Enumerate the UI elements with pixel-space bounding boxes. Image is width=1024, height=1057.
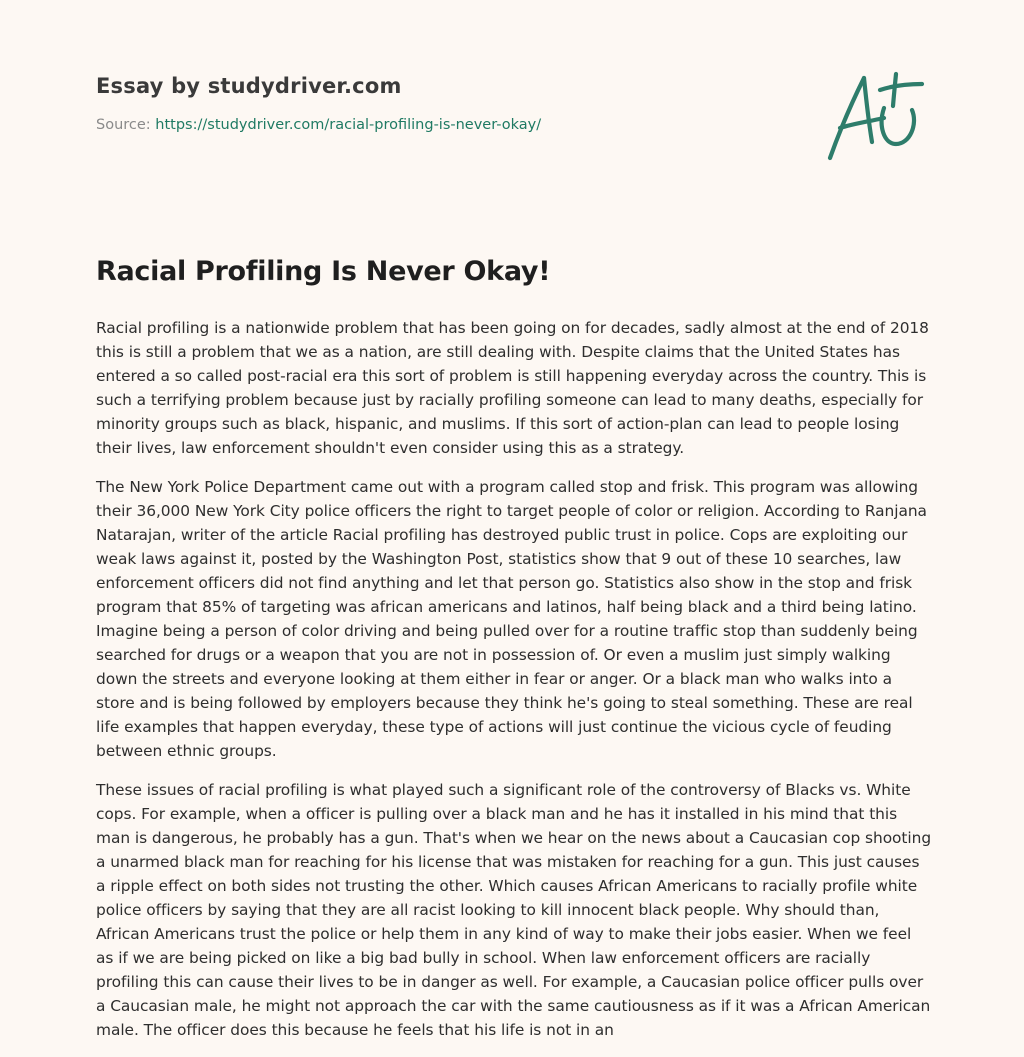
essay-paragraph: Racial profiling is a nationwide problem that has been going on for decades, sadly almost at the end of 2018 this is still a problem that we as a nation, are still dealing with. Despite claims that the United States has entered a so called post-racial era this sort of problem is still happening everyday across the country. This is such a terrifying problem because just by racially profiling someone can lead to many deaths, especially for minority groups such as black, hispanic, and muslims. If this sort of action-plan can lead to people losing their lives, law enforcement shouldn't even consider using this as a strategy. <box>96 319 929 457</box>
a-plus-logo-icon <box>822 68 926 164</box>
essay-body <box>96 316 932 1057</box>
essay-paragraph: These issues of racial profiling is what played such a significant role of the controversy of Blacks vs. White cops. For example, when a officer is pulling over a black man and he has it installed in his mind that this man is dangerous, he probably has a gun. That's when we hear on the news about a Caucasian cop shooting a unarmed black man for reaching for his license that was mistaken for reaching for a gun. This just causes a ripple effect on both sides not trusting the other. Which causes African Americans to racially profile white police officers by saying that they are all racist looking to kill innocent black people. Why should than, African Americans trust the police or help them in any kind of way to make their jobs easier. When we feel as if we are being picked on like a big bad bully in school. When law enforcement officers are racially profiling this can cause their lives to be in danger as well. For example, a Caucasian police officer pulls over a Caucasian male, he might not approach the car with the same cautiousness as if it was a African American male. The officer does this because he feels that his life is not in an <box>96 781 932 1039</box>
source-label: Source: <box>96 117 151 133</box>
essay-header <box>96 74 716 133</box>
source-line <box>96 117 716 133</box>
site-title: Essay by studydriver.com <box>96 74 402 98</box>
a-plus-logo-graphic <box>822 68 926 164</box>
source-link[interactable]: https://studydriver.com/racial-profiling-is-never-okay/ <box>155 117 542 133</box>
essay-paragraph: The New York Police Department came out with a program called stop and frisk. This program was allowing their 36,000 New York City police officers the right to target people of color or religion. According to Ranjana Natarajan, writer of the article Racial profiling has destroyed public trust in police. Cops are exploiting our weak laws against it, posted by the Washington Post, statistics show that 9 out of these 10 searches, law enforcement officers did not find anything and let that person go. Statistics also show in the stop and frisk program that 85% of targeting was african americans and latinos, half being black and a third being latino. Imagine being a person of color driving and being pulled over for a routine traffic stop than suddenly being searched for drugs or a weapon that you are not in possession of. Or even a muslim just simply walking down the streets and everyone looking at them either in fear or anger. Or a black man who walks into a store and is being followed by employers because they think he's going to steal something. These are real life examples that happen everyday, these type of actions will just continue the vicious cycle of feuding between ethnic groups. <box>96 478 927 760</box>
essay-title: Racial Profiling Is Never Okay! <box>96 256 551 287</box>
